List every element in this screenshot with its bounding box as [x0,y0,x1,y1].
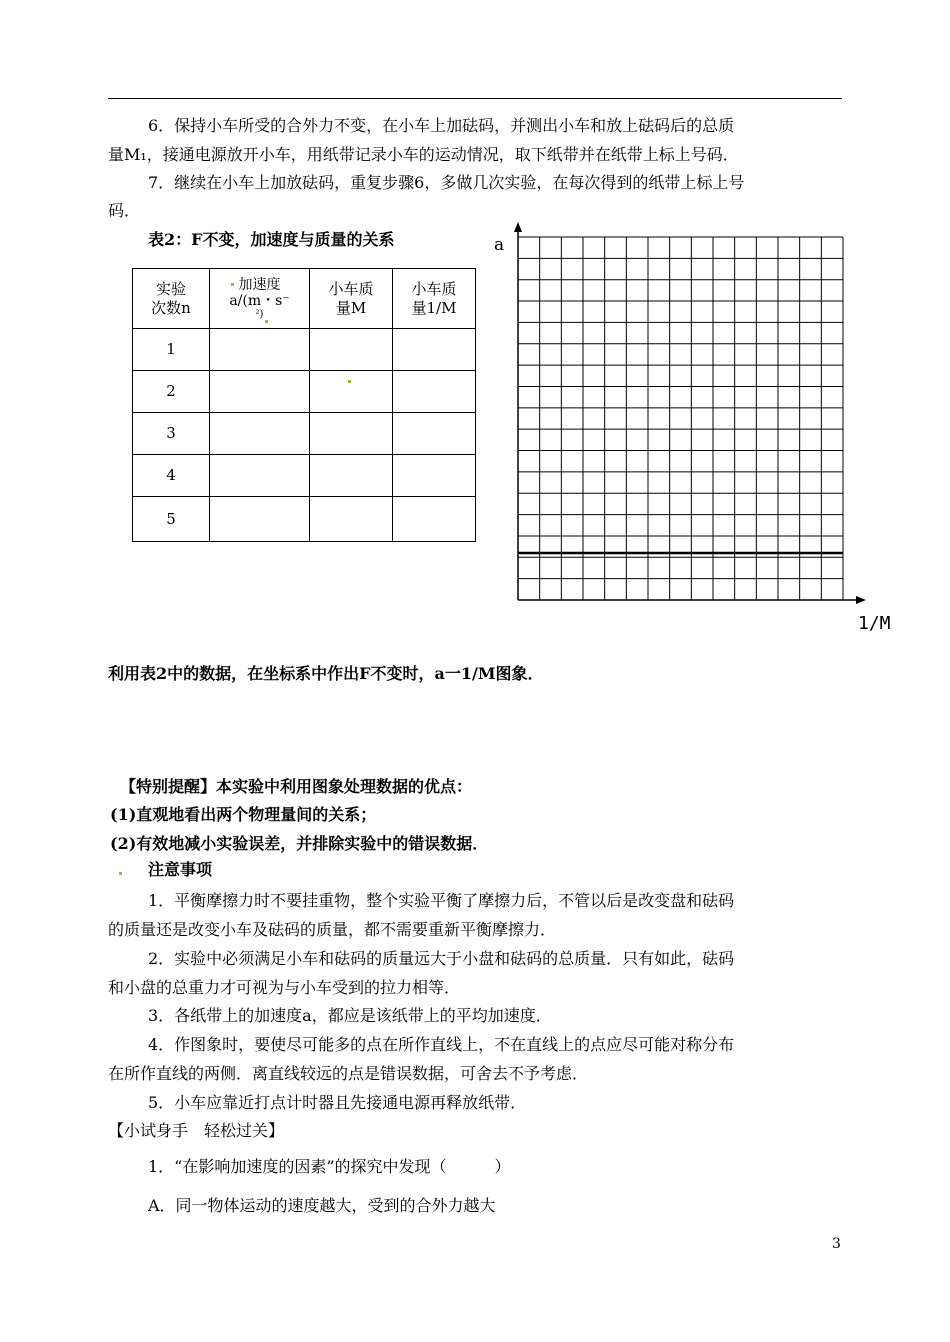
table2-caption: 表2：F不变，加速度与质量的关系 [148,230,395,249]
table-row: 4 [133,455,476,497]
table-row: 2 [133,371,476,413]
quiz-title: 【小试身手 轻松过关】 [108,1121,285,1140]
table-row: 5 [133,497,476,542]
step6-line2: 量M₁，接通电源放开小车，用纸带记录小车的运动情况，取下纸带并在纸带上标上号码． [108,145,739,164]
y-axis-label: a [494,235,505,255]
note5: 5．小车应靠近打点计时器且先接通电源再释放纸带． [148,1093,527,1112]
question-1: 1．“在影响加速度的因素”的探究中发现（ ） [148,1157,511,1176]
note2-line2: 和小盘的总重力才可视为与小车受到的拉力相等． [108,978,461,997]
step6-line1: 6．保持小车所受的合外力不变，在小车上加砝码，并测出小车和放上砝码后的总质 [148,116,735,135]
header-inverse-mass: 小车质 量1/M [393,269,476,329]
note1-line1: 1．平衡摩擦力时不要挂重物，整个实验平衡了摩擦力后，不管以后是改变盘和砝码 [148,891,735,910]
x-axis-label: 1/M [858,613,891,634]
note4-line1: 4．作图象时，要使尽可能多的点在所作直线上，不在直线上的点应尽可能对称分布 [148,1035,735,1054]
x-axis-arrow [856,596,866,604]
question-1-option-a: A．同一物体运动的速度越大，受到的合外力越大 [148,1196,496,1215]
page-number: 3 [832,1236,841,1252]
header-acceleration: 加速度 a/(m・s⁻ ²) [210,269,310,329]
y-axis-arrow [514,222,522,232]
step7-line2: 码． [108,201,141,220]
step7-line1: 7．继续在小车上加放砝码，重复步骤6，多做几次实验，在每次得到的纸带上标上号 [148,173,745,192]
table-row: 1 [133,329,476,371]
scan-mark [119,872,122,875]
instruction: 利用表2中的数据，在坐标系中作出F不变时，a一1/M图象． [108,664,544,683]
note4-line2: 在所作直线的两侧．离直线较远的点是错误数据，可舍去不予考虑． [108,1064,589,1083]
table-row: 3 [133,413,476,455]
tip-line2: (1)直观地看出两个物理量间的关系； [110,805,377,824]
note1-line2: 的质量还是改变小车及砝码的质量，都不需要重新平衡摩擦力． [108,920,557,939]
note3: 3．各纸带上的加速度a，都应是该纸带上的平均加速度． [148,1006,552,1025]
header-mass: 小车质 量M [310,269,393,329]
note2-line1: 2．实验中必须满足小车和砝码的质量远大于小盘和砝码的总质量．只有如此，砝码 [148,949,735,968]
header-trial: 实验 次数n [133,269,210,329]
notes-title: 注意事项 [148,860,213,879]
tip-line3: (2)有效地减小实验误差，并排除实验中的错误数据． [110,834,489,853]
tip-line1: 【特别提醒】本实验中利用图象处理数据的优点： [120,777,473,796]
